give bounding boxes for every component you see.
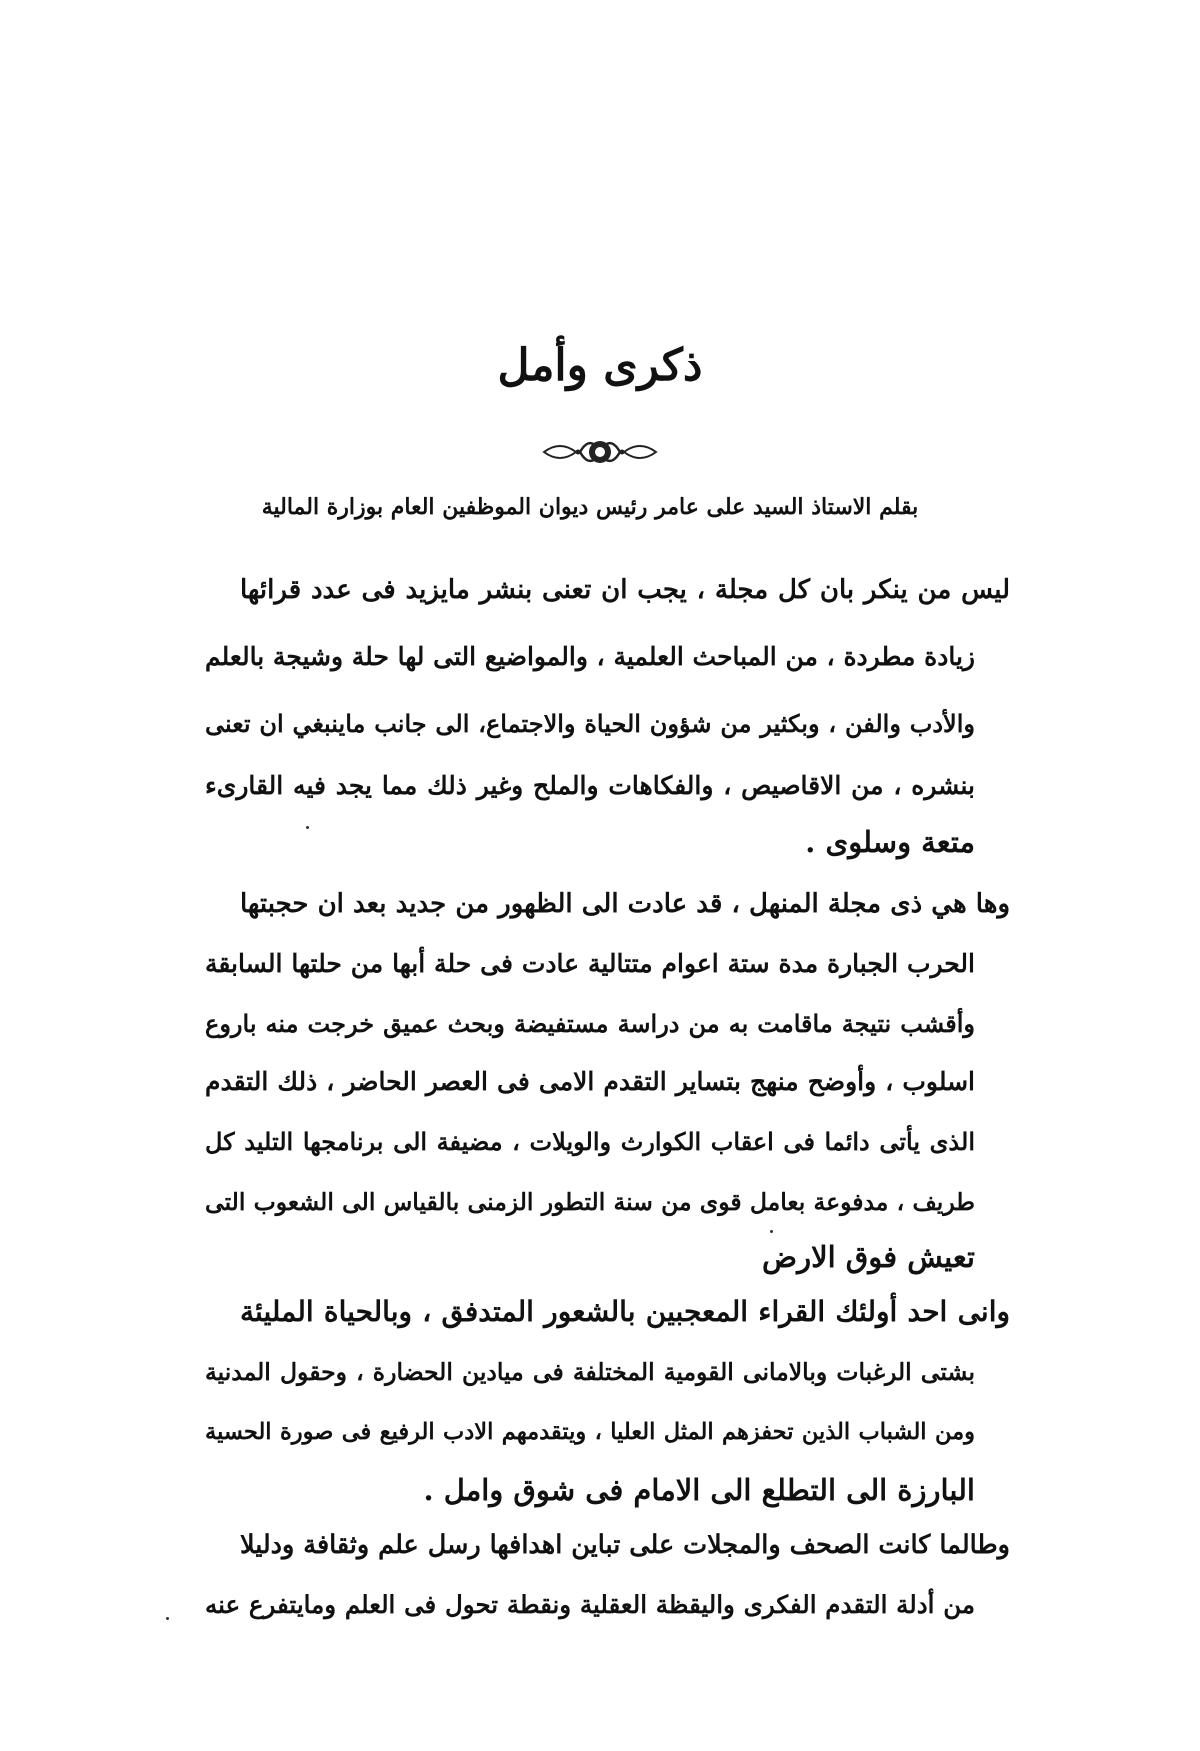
text-line: الحرب الجبارة مدة ستة اعوام متتالية عادت فى حلة أبها من حلتها السابقة — [205, 949, 975, 978]
text-line: تعيش فوق الارض — [762, 1240, 975, 1274]
scan-speck — [770, 1230, 773, 1233]
text-line: وطالما كانت الصحف والمجلات على تباين اهدافها رسل علم وثقافة ودليلا — [240, 1530, 1010, 1560]
scan-speck — [166, 1617, 169, 1620]
text-line: وانى احد أولئك القراء المعجبين بالشعور المتدفق ، وبالحياة المليئة — [240, 1295, 1010, 1328]
text-line: بنشره ، من الاقاصيص ، والفكاهات والملح وغير ذلك مما يجد فيه القارىء — [205, 771, 975, 800]
text-line: ومن الشباب الذين تحفزهم المثل العليا ، ويتقدمهم الادب الرفيع فى صورة الحسية — [205, 1419, 975, 1445]
text-line: البارزة الى التطلع الى الامام فى شوق وامل . — [423, 1473, 975, 1507]
text-line: وأقشب نتيجة ماقامت به من دراسة مستفيضة وبحث عميق خرجت منه باروع — [205, 1009, 975, 1038]
text-line: من أدلة التقدم الفكرى واليقظة العقلية ونقطة تحول فى العلم ومايتفرع عنه — [205, 1590, 975, 1619]
article-title: ذكرى وأمل — [497, 340, 703, 391]
text-line: وها هي ذى مجلة المنهل ، قد عادت الى الظهور من جديد بعد ان حجبتها — [240, 889, 1010, 919]
floral-divider-icon — [540, 432, 660, 472]
text-line: الذى يأتى دائما فى اعقاب الكوارث والويلات ، مضيفة الى برنامجها التليد كل — [205, 1127, 975, 1156]
scan-speck — [306, 826, 309, 829]
text-line: طريف ، مدفوعة بعامل قوى من سنة التطور الزمنى بالقياس الى الشعوب التى — [205, 1188, 975, 1216]
text-line: اسلوب ، وأوضح منهج بتساير التقدم الامى فى العصر الحاضر ، ذلك التقدم — [205, 1067, 975, 1096]
text-line: ليس من ينكر بان كل مجلة ، يجب ان تعنى بنشر مايزيد فى عدد قرائها — [240, 575, 1010, 605]
text-line: زيادة مطردة ، من المباحث العلمية ، والمواضيع التى لها حلة وشيجة بالعلم — [205, 642, 975, 671]
article-byline: بقلم الاستاذ السيد على عامر رئيس ديوان الموظفين العام بوزارة المالية — [261, 494, 919, 520]
text-line: متعة وسلوى . — [805, 825, 975, 859]
text-line: والأدب والفن ، وبكثير من شؤون الحياة والاجتماع، الى جانب ماينبغي ان تعنى — [205, 709, 975, 738]
text-line: بشتى الرغبات وبالامانى القومية المختلفة فى ميادين الحضارة ، وحقول المدنية — [205, 1358, 975, 1386]
